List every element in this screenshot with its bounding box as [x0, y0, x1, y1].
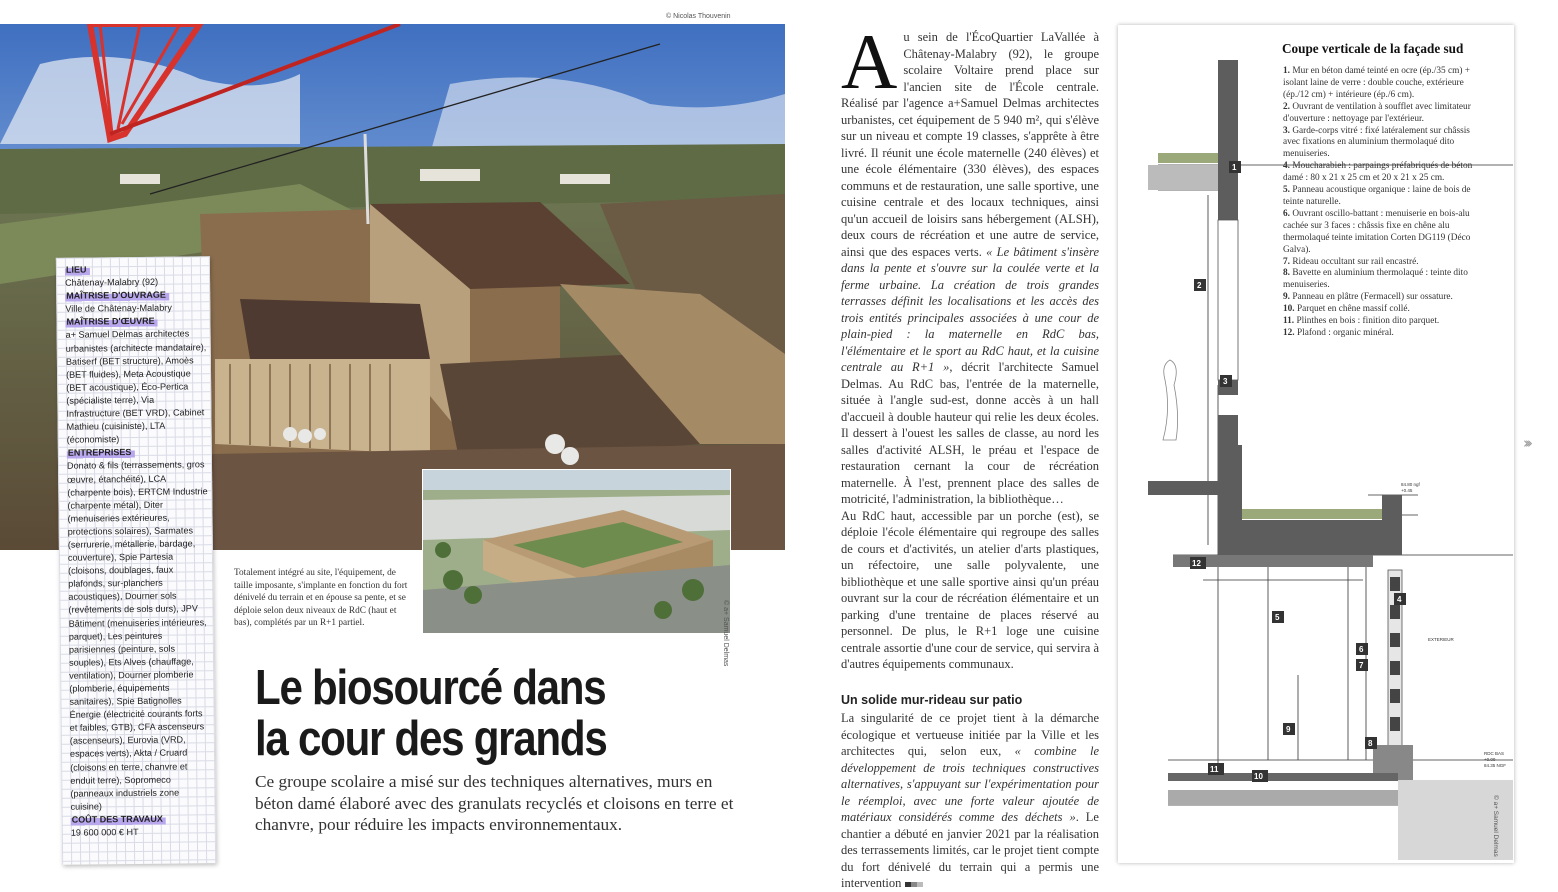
legend-number: 1. — [1283, 66, 1290, 76]
info-cout: 19 600 000 € HT — [70, 827, 139, 838]
legend-text: Bavette en aluminium thermolaqué : teinte dito menuiseries. — [1283, 268, 1468, 291]
tag-8: 8 — [1368, 739, 1373, 748]
tag-1: 1 — [1232, 163, 1237, 172]
continued-mark-icon — [905, 882, 923, 887]
article-paragraph-1 — [841, 18, 1099, 508]
legend-text: Moucharabieh : parpaings préfabriqués de béton damé : 80 x 21 x 25 cm et 20 x 21 x 25 cm. — [1283, 161, 1473, 184]
article-subhead: Un solide mur-rideau sur patio — [841, 692, 1023, 707]
legend-number: 7. — [1283, 256, 1290, 267]
article-body — [841, 18, 1100, 892]
legend-item — [1283, 304, 1483, 316]
legend-text: Panneau en plâtre (Fermacell) sur ossature. — [1292, 292, 1453, 303]
next-page-arrows-icon: ››› — [1523, 434, 1529, 452]
label-level-bottom3: 84.35 NGF — [1484, 763, 1507, 768]
tag-7: 7 — [1359, 661, 1364, 670]
info-moe: a+ Samuel Delmas architectes urbanistes (architecte mandataire), Batiserf (BET structure), Amoès (BET fluides), Meta Acoustique (BET acoustique), Éco-Pertica (spécialiste terre), Via Infrastructure (BET VRD), Cabinet Mathieu (cuisiniste), LTA (économiste) — [65, 328, 207, 445]
drop-cap: A — [841, 18, 898, 105]
tag-2: 2 — [1197, 281, 1202, 290]
lede: Ce groupe scolaire a misé sur des techniques alternatives, murs en béton damé élaboré avec des granulats recyclés et cloisons en terre et chanvre, pour réduire les impacts environnementaux. — [255, 772, 734, 834]
article-paragraph-3 — [841, 710, 1099, 892]
label-level-bottom2: +0.00 — [1484, 757, 1496, 762]
legend-item — [1283, 66, 1483, 102]
legend-item — [1283, 316, 1483, 328]
legend-text: Mur en béton damé teinté en ocre (ép./35 cm) + isolant laine de verre : double couche, extérieure (ép./12 cm) + intérieure (ép./6 cm). — [1283, 66, 1470, 100]
article-paragraph-2: Au RdC haut, accessible par un porche (est), se déploie l'école élémentaire qui regroupe des salles de cours et d'activités, un atelier d'arts plastiques, un réfectoire, une salle polyvalente, une bibliothèque et une salle sportive ainsi qu'un préau ouvrant sur la cour de récréation élémentaire et un parking d'une trentaine de places réservé au personnel. De plus, le R+1 loge une cuisine centrale assortie d'une cour de service, qui servira à d'autres équipements communaux. — [841, 508, 1099, 671]
label-level-bottom: RDC BAS — [1484, 751, 1505, 756]
p1-end: , décrit l'architecte Samuel Delmas. Au RdC bas, l'entrée de la maternelle, située à l'angle sud-est, donne accès à un hall d'accueil à double hauteur qui relie les deux écoles. Il dessert à l'ouest les salles de classe, au nord les salles d'activité ALSH, le préau et l'espace de restauration cernant la cour de récréation maternelle. À l'est, prennent place des salles de motricité, l'administration, la bibliothèque… — [841, 360, 1099, 506]
headline-line-1: Le biosourcé dans — [255, 661, 606, 715]
photo-caption: Totalement intégré au site, l'équipement, de taille imposante, s'implante en fonction du fort dénivelé du terrain et en épouse sa pente, et se déploie selon deux niveaux de RdC (haut et bas), complétés par un R+1 partiel. — [234, 568, 408, 629]
headline-line-2: la cour des grands — [255, 712, 607, 766]
legend-text: Rideau occultant sur rail encastré. — [1292, 256, 1419, 267]
legend-item — [1283, 126, 1483, 162]
legend-text: Plafond : organic minéral. — [1296, 327, 1394, 338]
tag-11: 11 — [1210, 765, 1219, 774]
tag-9: 9 — [1286, 725, 1291, 734]
legend-number: 9. — [1283, 292, 1290, 303]
drawing-title: Coupe verticale de la façade sud — [1282, 41, 1464, 56]
legend-item — [1283, 292, 1483, 304]
p3-start: La singularité de ce projet tient à la démarche écologique et vertueuse initiée par la Ville et les architectes qui, selon eux, — [841, 711, 1099, 758]
info-entreprises: Donato & fils (terrassements, gros œuvre, étanchéité), LCA (charpente bois), ERTCM Industrie (charpente métal), Diter (menuiseries extérieures, protections solaires), Sarmates (serrurerie, métallerie, bardage, couverture), Spie Partesia (cloisons, doublages, faux plafonds, sur-planchers acoustiques), Dourner sols (revêtements de sols durs), JPV Bâtiment (menuiseries intérieures, parquet), Les peintures parisiennes (peinture, sols souples), Ets Alves (chauffage, ventilation), Dourner plomberie (plomberie, équipements sanitaires), Spie Batignolles Énergie (électricité courants forts et faibles, GTB), CFA ascenseurs (ascenseurs), Eurovia (VRD, espaces verts), Akta / Cruard (cloisons en terre, chanvre et enduit terre), Sopromeco (panneaux industriels zone cuisine) — [66, 459, 208, 812]
info-label-moa: MAÎTRISE D'OUVRAGE — [65, 289, 169, 303]
info-label-entreprises: ENTREPRISES — [67, 446, 135, 460]
info-label-moe: MAÎTRISE D'ŒUVRE — [65, 315, 157, 329]
legend-item — [1283, 185, 1483, 209]
legend-item — [1283, 161, 1483, 185]
label-level-top2: +0.45 — [1401, 488, 1413, 493]
info-label-lieu: LIEU — [65, 263, 90, 276]
headline — [255, 663, 702, 765]
legend-number: 6. — [1283, 208, 1290, 219]
legend-number: 11. — [1283, 316, 1295, 327]
legend-number: 8. — [1283, 268, 1290, 279]
legend-number: 10. — [1283, 304, 1295, 315]
label-exterior: EXTERIEUR — [1428, 637, 1454, 642]
info-label-cout: COÛT DES TRAVAUX — [71, 813, 166, 827]
legend-number: 4. — [1283, 161, 1290, 172]
render-credit: © a+ Samuel Delmas — [722, 600, 729, 667]
project-info-card — [56, 256, 216, 865]
legend-number: 2. — [1283, 101, 1290, 112]
legend-text: Ouvrant oscillo-battant : menuiserie en bois-alu cachée sur 3 faces : châssis fixe en chêne alu thermolaqué teinte imitation Corten DG119 (Déco Galva). — [1283, 208, 1471, 255]
tag-5: 5 — [1275, 613, 1280, 622]
legend-text: Panneau acoustique organique : laine de bois de teinte naturelle. — [1283, 185, 1471, 207]
legend-item — [1283, 257, 1483, 269]
legend-text: Plinthes en bois : finition dito parquet. — [1296, 316, 1440, 327]
legend-text: Ouvrant de ventilation à soufflet avec limitateur d'ouverture : nettoyage par l'extérieur. — [1283, 101, 1471, 124]
drawing-legend — [1283, 66, 1483, 340]
legend-number: 5. — [1283, 185, 1290, 196]
legend-item — [1283, 209, 1483, 257]
legend-item — [1283, 102, 1483, 126]
p1-start: u sein de l'ÉcoQuartier LaVallée à Châtenay-Malabry (92), le groupe scolaire Voltaire prend place sur l'ancien site de l'École centrale. Réalisé par l'agence a+Samuel Delmas architectes urbanistes, cet équipement de 5 940 m², qui s'élève sur un niveau et compte 19 classes, s'apprête à être livré. Il réunit une école maternelle (240 élèves) et une école élémentaire (330 élèves), des espaces communs et de restauration, une salle sportive, une cuisine centrale et des locaux techniques, ainsi qu'un accueil de loisirs sans hébergement (ALSH), deux cours de récréation et une autre de service, ainsi que des espaces verts. — [841, 30, 1099, 259]
label-level-top: 84.80 ngf — [1401, 482, 1420, 487]
legend-item — [1283, 328, 1483, 340]
p1-quote: « Le bâtiment s'insère dans la pente et s'ouvre sur la coulée verte et la ferme urbaine. La création de trois grandes terrasses définit les localisations et les accès des trois entités principales associées à une cour de plain-pied : la maternelle en RdC bas, l'élémentaire et le sport au RdC haut, et la cuisine centrale au R+1 » — [841, 244, 1099, 374]
legend-text: Garde-corps vitré : fixé latéralement sur châssis avec fixations en aluminium thermolaqué dito menuiseries. — [1283, 125, 1470, 160]
drawing-credit: © a+ Samuel Delmas — [1492, 795, 1499, 857]
tag-3: 3 — [1223, 377, 1228, 386]
p3-quote: « combine le développement de trois techniques constructives alternatives, s'appuyant sur l'expérimentation pour le réemploi, avec une forte valeur ajoutée de matériaux considérés comme des déchets » — [841, 744, 1100, 824]
legend-number: 12. — [1283, 327, 1295, 338]
facade-section-panel — [1118, 25, 1514, 863]
tag-12: 12 — [1192, 559, 1201, 568]
legend-item — [1283, 268, 1483, 292]
photo-credit: © Nicolas Thouvenin — [666, 13, 731, 20]
legend-text: Parquet en chêne massif collé. — [1296, 304, 1410, 315]
tag-4: 4 — [1397, 595, 1402, 604]
legend-number: 3. — [1283, 125, 1290, 136]
p3-end: . Le chantier a débuté en janvier 2021 par la réalisation des terrassements limités, car le projet tient compte du fort dénivelé du terrain qui a permis une intervention — [841, 810, 1099, 890]
info-lieu: Châtenay-Malabry (92) — [65, 276, 159, 288]
info-moa: Ville de Châtenay-Malabry — [65, 302, 172, 315]
tag-10: 10 — [1254, 772, 1263, 781]
tag-6: 6 — [1359, 645, 1364, 654]
architect-render-image — [422, 469, 731, 634]
